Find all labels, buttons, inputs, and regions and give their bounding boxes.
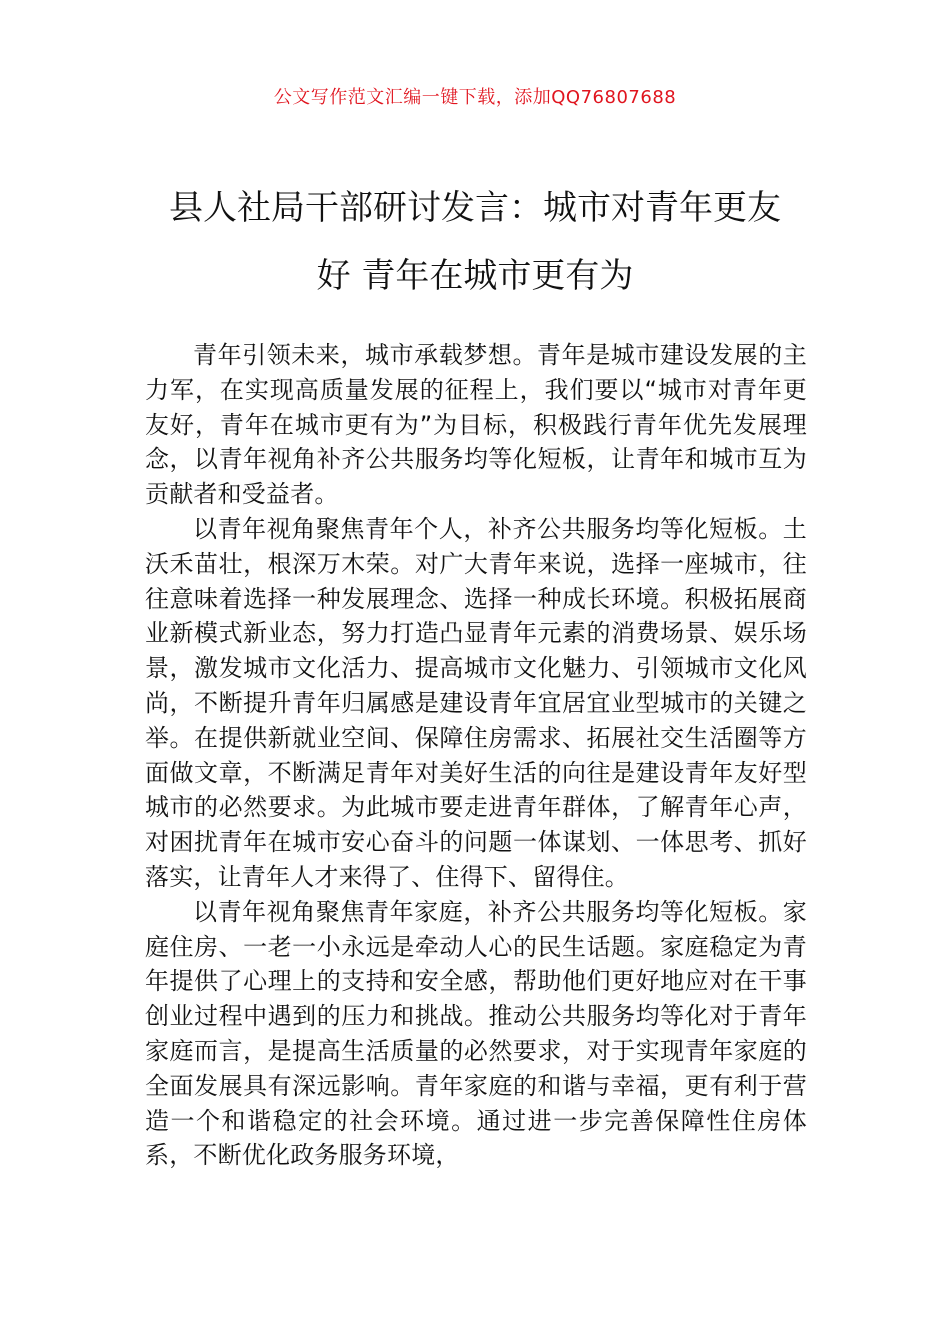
title-line-1: 县人社局干部研讨发言：城市对青年更友 — [169, 188, 781, 228]
paragraph-individual: 以青年视角聚焦青年个人，补齐公共服务均等化短板。土沃禾苗壮，根深万木荣。对广大青年来说，选择一座城市，往往意味着选择一种发展理念、选择一种成长环境。积极拓展商业新模式新业态，努力打造凸显青年元素的消费场景、娱乐场景，激发城市文化活力、提高城市文化魅力、引领城市文化风尚，不断提升青年归属感是建设青年宜居宜业型城市的关键之举。在提供新就业空间、保障住房需求、拓展社交生活圈等方面做文章，不断满足青年对美好生活的向往是建设青年友好型城市的必然要求。为此城市要走进青年群体，了解青年心声，对困扰青年在城市安心奋斗的问题一体谋划、一体思考、抓好落实，让青年人才来得了、住得下、留得住。 — [145, 514, 807, 891]
document-title — [145, 174, 805, 310]
document-body — [145, 338, 807, 1173]
paragraph-intro: 青年引领未来，城市承载梦想。青年是城市建设发展的主力军，在实现高质量发展的征程上，我们要以“城市对青年更友好，青年在城市更有为”为目标，积极践行青年优先发展理念，以青年视角补齐公共服务均等化短板，让青年和城市互为贡献者和受益者。 — [145, 341, 807, 509]
paragraph-family: 以青年视角聚焦青年家庭，补齐公共服务均等化短板。家庭住房、一老一小永远是牵动人心的民生话题。家庭稳定为青年提供了心理上的支持和安全感，帮助他们更好地应对在干事创业过程中遇到的压力和挑战。推动公共服务均等化对于青年家庭而言，是提高生活质量的必然要求，对于实现青年家庭的全面发展具有深远影响。青年家庭的和谐与幸福，更有利于营造一个和谐稳定的社会环境。通过进一步完善保障性住房体系，不断优化政务服务环境， — [145, 897, 807, 1170]
title-line-2: 好 青年在城市更有为 — [316, 256, 634, 296]
download-notice: 公文写作范文汇编一键下载，添加QQ76807688 — [273, 87, 677, 108]
